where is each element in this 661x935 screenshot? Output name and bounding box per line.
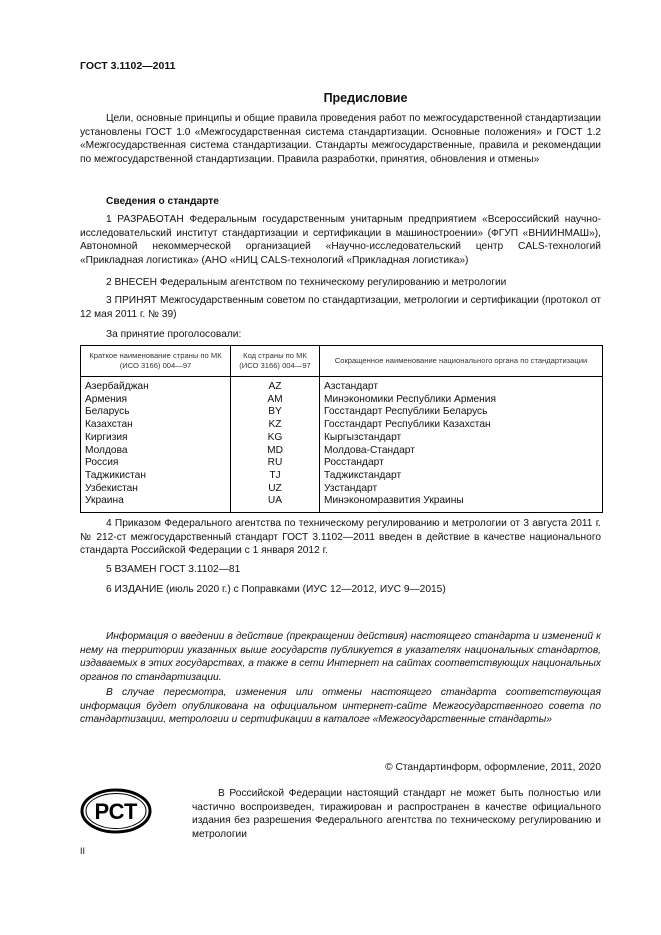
cell-country: Таджикистан <box>81 470 231 483</box>
table-row <box>81 495 602 512</box>
cell-country: Беларусь <box>81 406 231 419</box>
cell-code: AM <box>231 394 320 407</box>
table-row <box>81 432 602 445</box>
item-6: 6 ИЗДАНИЕ (июль 2020 г.) с Поправками (ИУС 12—2012, ИУС 9—2015) <box>106 584 446 595</box>
cell-code: UZ <box>231 483 320 496</box>
cell-country: Азербайджан <box>81 377 231 394</box>
cell-country: Украина <box>81 495 231 512</box>
item-3: 3 ПРИНЯТ Межгосударственным советом по стандартизации, метрологии и сертификации (протокол от 12 мая 2011 г. № 39) <box>80 295 601 320</box>
cell-authority: Госстандарт Республики Казахстан <box>324 419 491 431</box>
table-row <box>81 470 602 483</box>
cell-authority: Молдова-Стандарт <box>324 444 415 456</box>
info-paragraph-2: В случае пересмотра, изменения или отмены настоящего стандарта соответствующая информация будет опубликована на официальном интернет-сайте Межгосударственного совета по стандартизации, метрологии и сертификации в каталоге «Межгосударственные стандарты» <box>80 687 601 726</box>
table-row <box>81 394 602 407</box>
table-row <box>81 419 602 432</box>
cell-code: UA <box>231 495 320 512</box>
vote-label: За принятие проголосовали: <box>106 329 242 340</box>
page-number: II <box>80 846 86 856</box>
item-2: 2 ВНЕСЕН Федеральным агентством по техническому регулированию и метрологии <box>106 277 507 288</box>
table-header-row <box>81 346 602 377</box>
section-heading: Сведения о стандарте <box>106 196 219 207</box>
cell-code: BY <box>231 406 320 419</box>
column-header-authority: Сокращенное наименование национального органа по стандартизации <box>320 346 603 377</box>
table-row <box>81 377 602 394</box>
table-row <box>81 457 602 470</box>
copyright: © Стандартинформ, оформление, 2011, 2020 <box>385 762 601 773</box>
svg-text:РСТ: РСТ <box>94 799 138 824</box>
copyright-notice: В Российской Федерации настоящий стандарт не может быть полностью или частично воспроизведен, тиражирован и распространен в качестве официального издания без разрешения Федерального агентства по техническому регулированию и метрологии <box>192 788 601 840</box>
document-code-header: ГОСТ 3.1102—2011 <box>80 60 176 72</box>
rst-logo <box>80 788 152 834</box>
cell-code: AZ <box>231 377 320 394</box>
item-4: 4 Приказом Федерального агентства по техническому регулированию и метрологии от 3 августа 2011 г. № 212-ст межгосударственный стандарт ГОСТ 3.1102—2011 введен в действие в качестве национального стандарта Российской Федерации с 1 января 2012 г. <box>80 518 601 557</box>
table-row <box>81 445 602 458</box>
cell-code: MD <box>231 445 320 458</box>
cell-code: TJ <box>231 470 320 483</box>
cell-authority: Госстандарт Республики Беларусь <box>324 406 488 418</box>
cell-authority: Таджикстандарт <box>324 469 402 481</box>
cell-authority: Минэкономразвития Украины <box>324 495 464 507</box>
item-5: 5 ВЗАМЕН ГОСТ 3.1102—81 <box>106 564 241 575</box>
cell-authority: Азстандарт <box>324 381 379 392</box>
cell-authority: Узстандарт <box>324 482 378 494</box>
cell-authority: Минэкономики Республики Армения <box>324 393 496 405</box>
item-1: 1 РАЗРАБОТАН Федеральным государственным унитарным предприятием «Всероссийский научно-исследовательский институт стандартизации и сертификации в машиностроении» (ФГУП «ВНИИНМАШ»), Автономной некоммерческой организацией «Научно-исследовательский центр CALS-технологий «Прикладная логистика» (АНО «НИЦ CALS-технологий «Прикладная логистика») <box>80 214 601 266</box>
intro-paragraph: Цели, основные принципы и общие правила проведения работ по межгосударственной стандартизации установлены ГОСТ 1.0 «Межгосударственная система стандартизации. Основные положения» и ГОСТ 1.2 «Межгосударственная система стандартизации. Стандарты межгосударственные, правила и рекомендации по межгосударственной стандартизации. Правила разработки, принятия, обновления и отмены» <box>80 113 601 165</box>
cell-code: KG <box>231 432 320 445</box>
cell-country: Узбекистан <box>81 483 231 496</box>
cell-code: KZ <box>231 419 320 432</box>
page-title: Предисловие <box>323 91 408 105</box>
table-row <box>81 406 602 419</box>
cell-country: Молдова <box>81 445 231 458</box>
column-header-country: Краткое наименование страны по МК (ИСО 3166) 004—97 <box>81 346 231 377</box>
cell-country: Казахстан <box>81 419 231 432</box>
cell-authority: Кыргызстандарт <box>324 431 402 443</box>
voting-table <box>80 345 603 513</box>
column-header-code: Код страны по МК (ИСО 3166) 004—97 <box>231 346 320 377</box>
info-paragraph-1: Информация о введении в действие (прекращении действия) настоящего стандарта и изменений к нему на территории указанных выше государств публикуется в указателях национальных стандартов, издаваемых в этих государствах, а также в сети Интернет на сайтах соответствующих национальных органов по стандартизации. <box>80 631 601 683</box>
cell-country: Киргизия <box>81 432 231 445</box>
table-row <box>81 483 602 496</box>
cell-code: RU <box>231 457 320 470</box>
cell-country: Армения <box>81 394 231 407</box>
cell-authority: Росстандарт <box>324 457 384 469</box>
cell-country: Россия <box>81 457 231 470</box>
